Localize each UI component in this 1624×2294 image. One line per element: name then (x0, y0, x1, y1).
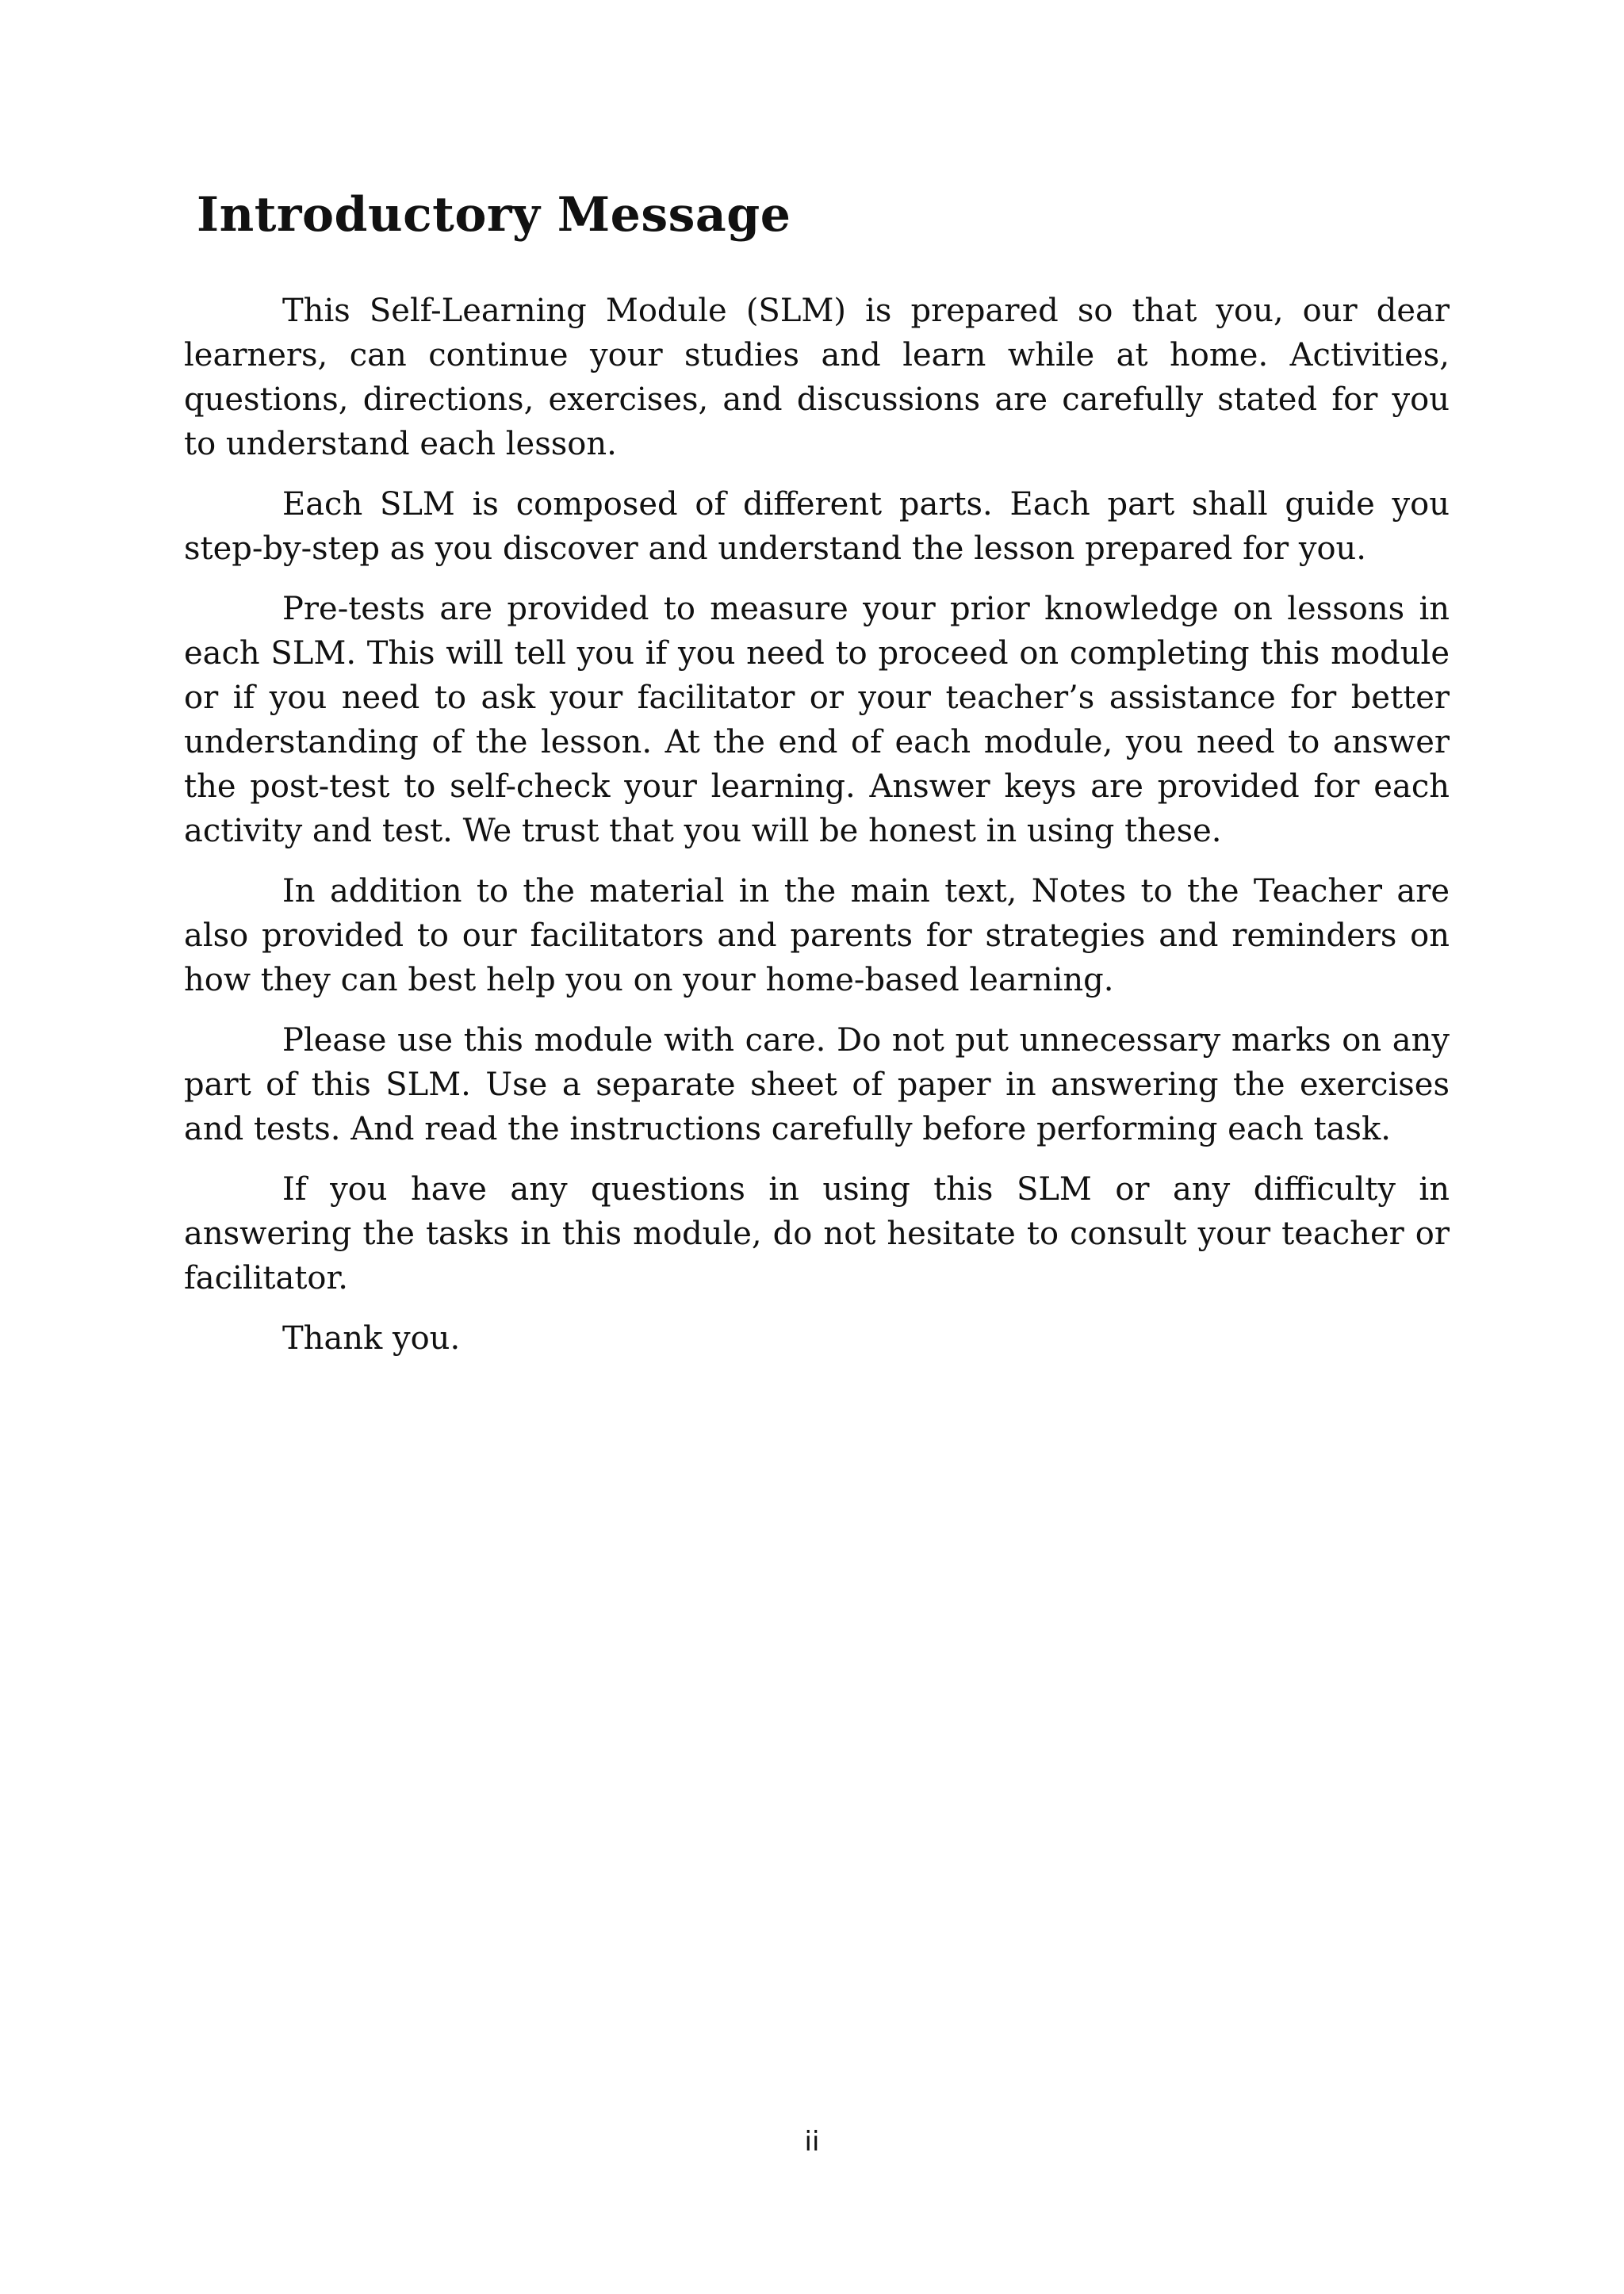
page-number: ii (804, 2126, 820, 2158)
paragraph-pretests: Pre-tests are provided to measure your prior knowledge on lessons in each SLM. This will tell you if you need to proceed on completing this module or if you need to ask your facilitator or your teacher’s assistance for better understanding of the lesson. At the end of each module, you need to answer the post-test to self-check your learning. Answer keys are provided for each activity and test. We trust that you will be honest in using these. (184, 591, 1450, 849)
body-text (184, 289, 1450, 1377)
paragraph-notes-to-teacher: In addition to the material in the main text, Notes to the Teacher are also provided to our facilitators and parents for strategies and reminders on how they can best help you on your home-based learning. (184, 873, 1450, 998)
paragraph-module-care: Please use this module with care. Do not put unnecessary marks on any part of this SLM. Use a separate sheet of paper in answering the exercises and tests. And read the instructions carefully before performing each task. (184, 1022, 1450, 1147)
paragraph-slm-purpose: This Self-Learning Module (SLM) is prepared so that you, our dear learners, can continue your studies and learn while at home. Activities, questions, directions, exercises, and discussions are carefully stated for you to understand each lesson. (184, 293, 1450, 462)
paragraph-questions: If you have any questions in using this SLM or any difficulty in answering the tasks in this module, do not hesitate to consult your teacher or facilitator. (184, 1171, 1450, 1296)
page-title: Introductory Message (197, 187, 791, 243)
paragraph-thank-you: Thank you. (282, 1320, 461, 1357)
paragraph-slm-parts: Each SLM is composed of different parts. Each part shall guide you step-by-step as you discover and understand the lesson prepared for you. (184, 486, 1450, 567)
